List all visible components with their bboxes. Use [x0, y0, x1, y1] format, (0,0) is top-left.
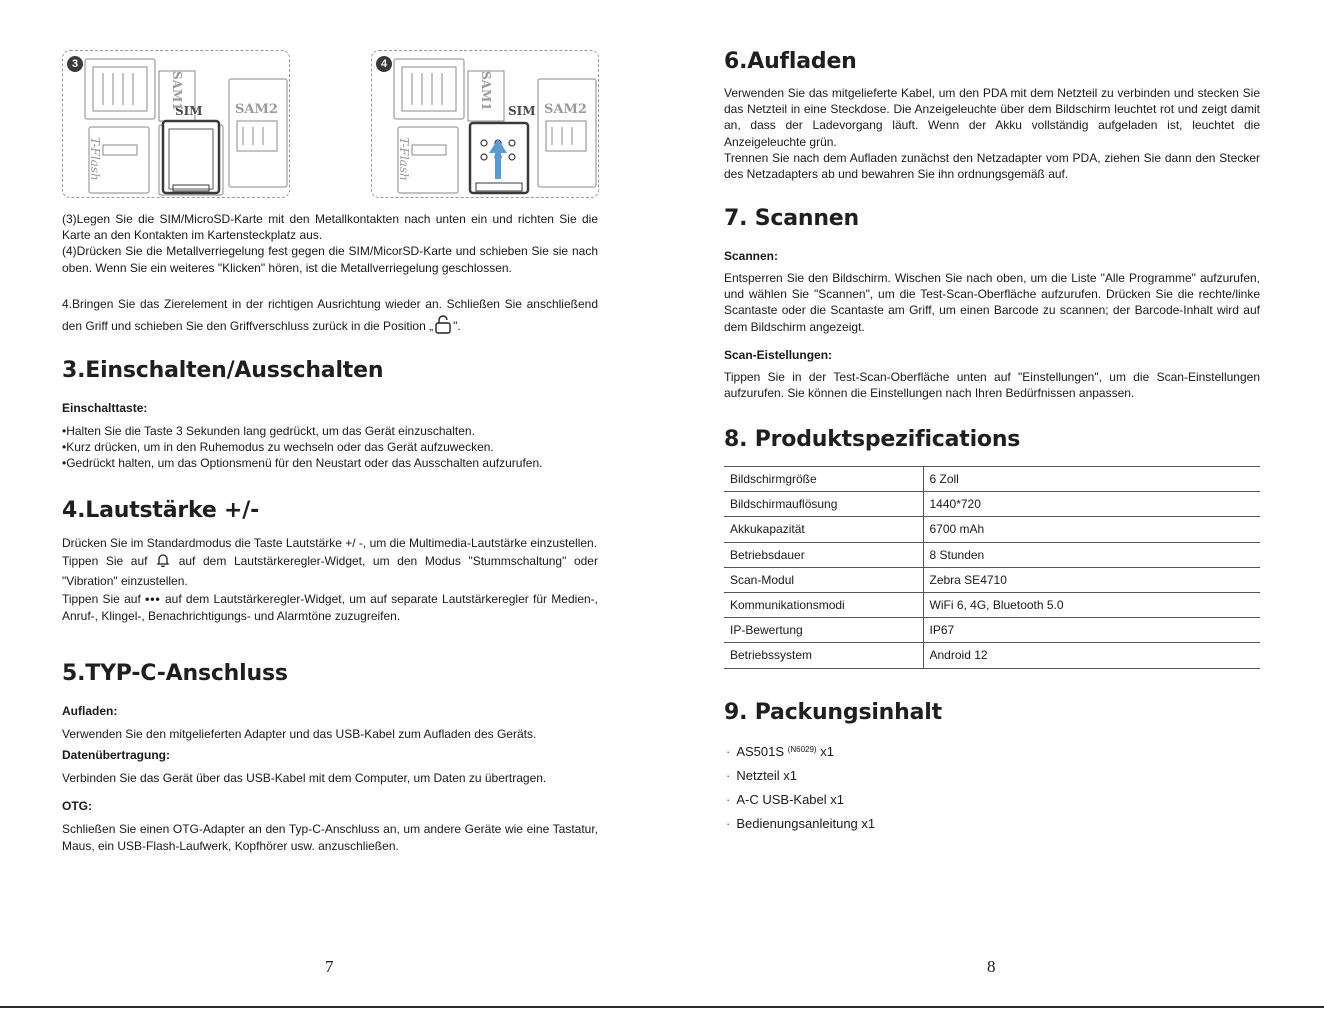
otg-subtitle: OTG:: [62, 799, 92, 813]
reassemble-text-end: ".: [453, 319, 461, 333]
data-transfer-text: Verbinden Sie das Gerät über das USB-Kabel mit dem Computer, um Daten zu übertragen.: [62, 771, 547, 785]
spec-key: Akkukapazität: [724, 517, 923, 542]
spec-key: Betriebsdauer: [724, 542, 923, 567]
sim-tray-illustration: [63, 51, 290, 198]
spec-key: Scan-Modul: [724, 567, 923, 592]
table-row: [724, 467, 1260, 492]
power-button-list: [62, 423, 598, 472]
page-right: [662, 0, 1324, 1009]
scan-text: Entsperren Sie den Bildschirm. Wischen Sie nach oben, um die Liste "Alle Programme" aufzurufen, und wählen Sie "Scannen", um die Test-Scan-Oberfläche aufzurufen. Drücken Sie die rechte/linke Scantaste oder die Scantaste am Griff, um einen Barcode zu scannen; der Barcode-Inhalt wird auf dem Bildschirm angezeigt.: [724, 271, 1260, 334]
table-row: [724, 492, 1260, 517]
section-4-title: 4.Lautstärke +/-: [62, 498, 260, 523]
svg-text:T-Flash: T-Flash: [397, 137, 411, 181]
spec-key: IP-Bewertung: [724, 618, 923, 643]
step-instructions: [62, 211, 598, 276]
unlock-icon: [434, 314, 452, 340]
svg-text:SIM: SIM: [508, 104, 536, 118]
step-number-badge: 4: [376, 56, 392, 72]
list-item: · AS501S $^{(N6029)}$ x1: [726, 744, 834, 759]
spec-key: Bildschirmauflösung: [724, 492, 923, 517]
section-3-title: 3.Einschalten/Ausschalten: [62, 358, 384, 383]
otg-text: Schließen Sie einen OTG-Adapter an den Typ-C-Anschluss an, um andere Geräte wie eine Tastatur, Maus, ein USB-Flash-Laufwerk, Kopfhörer usw. anzuschließen.: [62, 822, 598, 853]
scan-subtitle: Scannen:: [724, 249, 779, 263]
reassemble-text: 4.Bringen Sie das Zierelement in der richtigen Ausrichtung wieder an. Schließen Sie anschließend den Griff und schieben Sie den Griffverschluss zurück in die Position „: [62, 297, 598, 333]
step-3-text: (3)Legen Sie die SIM/MicroSD-Karte mit den Metallkontakten nach unten ein und richten Sie die Karte an den Kontakten im Kartensteckplatz aus.: [62, 212, 598, 243]
list-item: · Bedienungsanleitung x1: [726, 816, 876, 831]
figure-step-3: [62, 50, 290, 198]
charging-instructions: [724, 85, 1260, 182]
bottom-divider: [0, 1006, 1324, 1008]
section-8-title: 8. Produktspezifications: [724, 427, 1021, 452]
svg-text:SIM: SIM: [175, 104, 203, 118]
charging-para-2: Trennen Sie nach dem Aufladen zunächst den Netzadapter vom PDA, ziehen Sie dann den Stecker des Netzadapters ab und bewahren Sie ihn ordnungsgemäß auf.: [724, 150, 1260, 182]
table-row: [724, 542, 1260, 567]
list-item: •Halten Sie die Taste 3 Sekunden lang gedrückt, um das Gerät einzuschalten.: [62, 424, 475, 438]
volume-para-1: Drücken Sie im Standardmodus die Taste Lautstärke +/ -, um die Multimedia-Lautstärke einzustellen.: [62, 536, 598, 550]
bell-icon: [155, 552, 171, 573]
table-row: [724, 643, 1260, 668]
step-reassemble-text: [62, 294, 598, 340]
bullet-icon: ·: [726, 744, 731, 759]
bullet-icon: ·: [726, 768, 731, 783]
svg-text:T-Flash: T-Flash: [88, 137, 102, 181]
svg-text:SAM1: SAM1: [170, 71, 184, 111]
volume-para-2: Tippen Sie auf auf dem Lautstärkeregler-Widget, um den Modus "Stummschaltung" oder "Vibration" einzustellen.: [62, 554, 598, 589]
volume-text: [62, 535, 598, 625]
section-7-title: 7. Scannen: [724, 206, 859, 231]
spec-key: Betriebssystem: [724, 643, 923, 668]
spec-value: 6 Zoll: [923, 467, 1260, 492]
step-4-text: (4)Drücken Sie die Metallverriegelung fest gegen die SIM/MicorSD-Karte und schieben Sie sie nach oben. Wenn Sie ein weiteres "Klicken" hören, ist die Metallverriegelung geschlossen.: [62, 244, 598, 275]
table-row: [724, 592, 1260, 617]
data-transfer-subtitle: Datenübertragung:: [62, 748, 170, 762]
bullet-icon: ·: [726, 792, 731, 807]
spec-table: [724, 466, 1260, 669]
spec-key: Bildschirmgröße: [724, 467, 923, 492]
volume-para-3: Tippen Sie auf ••• auf dem Lautstärkeregler-Widget, um auf separate Lautstärkeregler für Medien-, Anruf-, Klingel-, Benachrichtigungs- und Alarmtöne zuzugreifen.: [62, 591, 598, 623]
charging-para-1: Verwenden Sie das mitgelieferte Kabel, um den PDA mit dem Netzteil zu verbinden und stecken Sie das Netzteil in eine Steckdose. Die Anzeigeleuchte über dem Bildschirm leuchtet rot und zeigt damit an, dass der Ladevorgang läuft. Wenn der Akku vollständig aufgeladen ist, leuchtet die Anzeigeleuchte grün.: [724, 86, 1260, 149]
list-item: •Gedrückt halten, um das Optionsmenü für den Neustart oder das Ausschalten aufzurufen.: [62, 456, 543, 471]
sim-tray-locked-illustration: [372, 51, 599, 198]
svg-text:SAM2: SAM2: [544, 102, 587, 117]
section-5-title: 5.TYP-C-Anschluss: [62, 661, 288, 686]
spec-value: 1440*720: [923, 492, 1260, 517]
spec-value: 8 Stunden: [923, 542, 1260, 567]
spec-value: WiFi 6, 4G, Bluetooth 5.0: [923, 592, 1260, 617]
svg-text:SAM1: SAM1: [479, 71, 493, 111]
figure-step-4: [371, 50, 599, 198]
power-button-subtitle: Einschalttaste:: [62, 401, 148, 415]
spec-key: Kommunikationsmodi: [724, 592, 923, 617]
table-row: [724, 517, 1260, 542]
step-number-badge: 3: [67, 56, 83, 72]
spec-value: Android 12: [923, 643, 1260, 668]
scan-settings-text: Tippen Sie in der Test-Scan-Oberfläche unten auf "Einstellungen", um die Scan-Einstellungen aufzurufen. Sie können die Einstellungen nach Ihren Bedürfnissen anpassen.: [724, 370, 1260, 401]
spec-value: 6700 mAh: [923, 517, 1260, 542]
table-row: [724, 567, 1260, 592]
spec-value: Zebra SE4710: [923, 567, 1260, 592]
list-item: •Kurz drücken, um in den Ruhemodus zu wechseln oder das Gerät aufzuwecken.: [62, 440, 494, 455]
more-dots-icon: •••: [145, 591, 161, 606]
bullet-icon: ·: [726, 816, 731, 831]
table-row: [724, 618, 1260, 643]
list-item: · Netzteil x1: [726, 768, 798, 783]
page-number: 7: [325, 957, 334, 976]
spec-value: IP67: [923, 618, 1260, 643]
charging-subtitle: Aufladen:: [62, 704, 118, 718]
section-9-title: 9. Packungsinhalt: [724, 700, 942, 725]
page-number: 8: [987, 957, 996, 976]
section-6-title: 6.Aufladen: [724, 49, 857, 74]
scan-settings-subtitle: Scan-Eistellungen:: [724, 348, 833, 362]
svg-text:SAM2: SAM2: [235, 102, 278, 117]
charging-text: Verwenden Sie den mitgelieferten Adapter und das USB-Kabel zum Aufladen des Geräts.: [62, 727, 537, 741]
list-item: · A-C USB-Kabel x1: [726, 792, 844, 807]
